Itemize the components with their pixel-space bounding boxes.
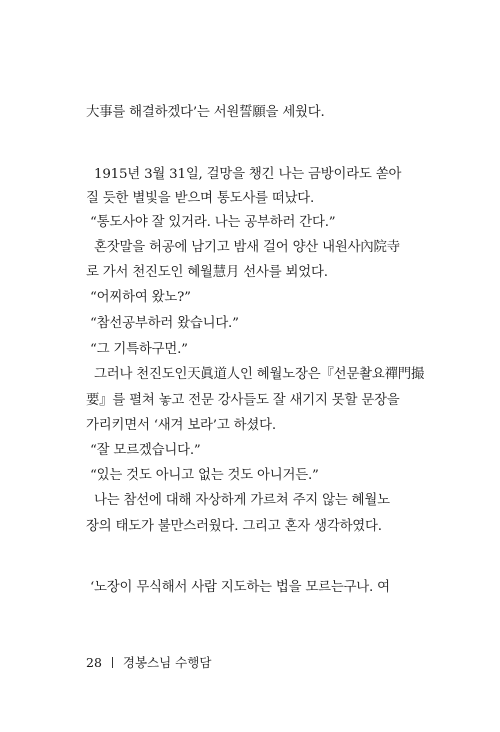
text-line: 1915년 3월 31일, 걸망을 챙긴 나는 금방이라도 쏟아 (94, 167, 402, 182)
footer-divider (112, 657, 113, 668)
text-line: “어찌하여 왔노?” (90, 290, 191, 305)
text-line: 大事를 해결하겠다’는 서원誓願을 세웠다. (86, 105, 325, 120)
page-number: 28 (86, 655, 102, 670)
page-footer (86, 655, 211, 671)
text-line: 가리키면서 ‘새겨 보라’고 하셨다. (86, 418, 276, 433)
text-line: 질 듯한 별빛을 받으며 통도사를 떠났다. (86, 191, 315, 206)
text-line: 그러나 천진도인天眞道人인 혜월노장은『선문촬요禪門撮 (94, 367, 425, 382)
text-line: “잘 모르겠습니다.” (90, 443, 201, 458)
text-line: 要』를 펼쳐 놓고 전문 강사들도 잘 새기지 못할 문장을 (86, 393, 400, 408)
text-line: “있는 것도 아니고 없는 것도 아니거든.” (90, 468, 319, 483)
text-line: 장의 태도가 불만스러웠다. 그리고 혼자 생각하였다. (86, 519, 382, 534)
text-line: “통도사야 잘 있거라. 나는 공부하러 간다.” (90, 215, 336, 230)
text-line: ‘노장이 무식해서 사람 지도하는 법을 모르는구나. 여 (90, 580, 390, 595)
text-line: 로 가서 천진도인 혜월慧月 선사를 뵈었다. (86, 265, 328, 280)
book-title: 경봉스님 수행담 (122, 655, 212, 670)
text-line: “참선공부하러 왔습니다.” (90, 316, 239, 331)
text-line: 나는 참선에 대해 자상하게 가르쳐 주지 않는 혜월노 (94, 493, 390, 508)
text-line: “그 기특하구먼.” (90, 342, 188, 357)
text-line: 혼잣말을 허공에 남기고 밤새 걸어 양산 내원사內院寺 (94, 240, 400, 255)
